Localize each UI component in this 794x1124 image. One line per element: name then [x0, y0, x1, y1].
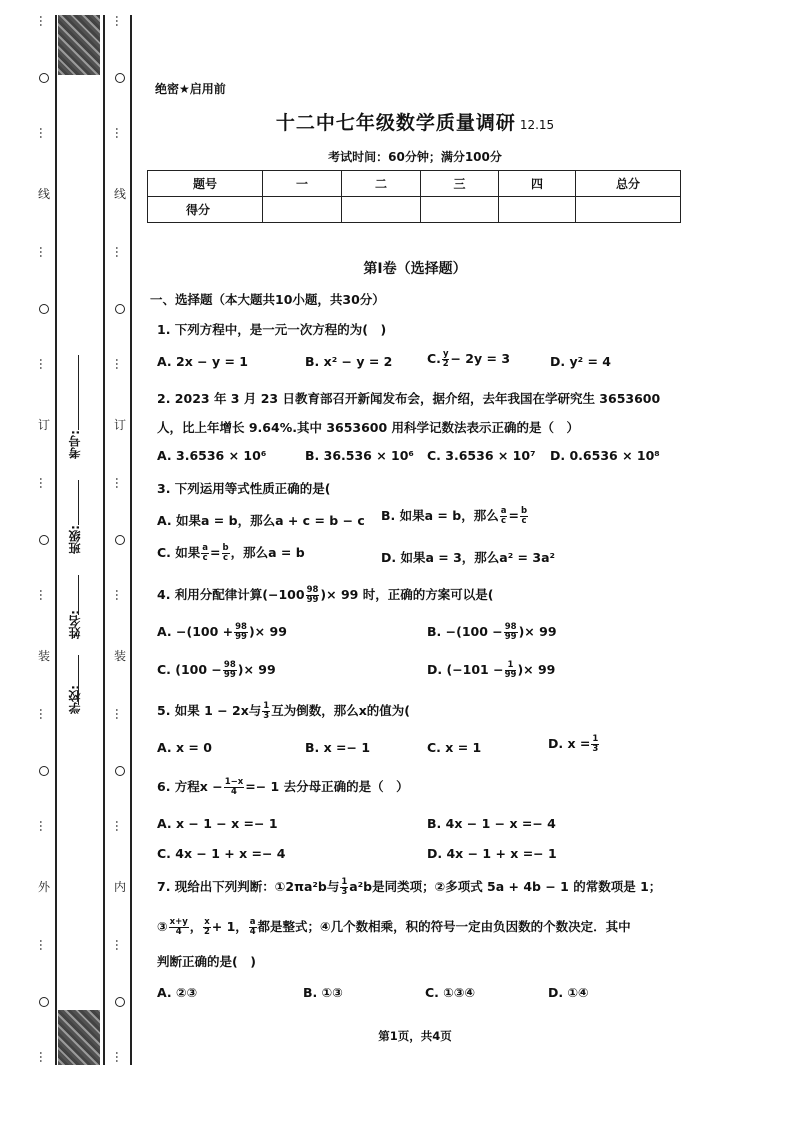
score-header-cell: 四	[499, 171, 576, 197]
seal-dots: …	[37, 127, 51, 141]
score-cell[interactable]	[263, 197, 342, 223]
q6-option-a[interactable]: A. x − 1 − x =− 1	[157, 816, 278, 831]
fraction-a-4	[249, 918, 257, 937]
option-text: − 2y = 3	[450, 350, 511, 366]
seal-circle	[39, 304, 49, 314]
fraction-a-c	[500, 507, 508, 526]
number-label: 考号:	[68, 430, 82, 459]
seal-dots: …	[113, 708, 127, 722]
denominator: 2	[204, 927, 210, 937]
fraction-98-99	[223, 661, 237, 680]
fraction-1mx-4	[224, 778, 245, 797]
scan-mark-top	[58, 15, 100, 75]
q1-option-d[interactable]: D. y² = 4	[550, 354, 611, 369]
fraction-xy-4	[169, 918, 189, 937]
q5-stem	[157, 701, 410, 721]
option-text: B. 如果a = b，那么	[381, 508, 499, 523]
numerator: 98	[306, 585, 319, 596]
denominator: 3	[263, 711, 270, 721]
outer-seal-line	[34, 15, 54, 1065]
seal-dots: …	[37, 589, 51, 603]
denominator: 4	[230, 787, 237, 797]
score-header-cell: 二	[342, 171, 421, 197]
score-cell[interactable]	[342, 197, 421, 223]
numerator: x	[204, 917, 210, 928]
numerator: a	[202, 543, 209, 554]
option-text: C. 如果	[157, 545, 201, 560]
denominator: 3	[341, 887, 348, 897]
q2-stem-line1: 2. 2023 年 3 月 23 日教育部召开新闻发布会，据介绍，去年我国在学研究生 3653600	[157, 391, 661, 406]
seal-char: 外	[37, 880, 50, 894]
denominator: 99	[504, 669, 517, 680]
scan-mark-bottom	[58, 1010, 100, 1065]
score-header-cell: 三	[421, 171, 499, 197]
q5-option-c[interactable]: C. x = 1	[427, 740, 482, 755]
fraction-1-99	[505, 661, 517, 680]
score-table	[147, 170, 681, 223]
q4-option-d[interactable]	[427, 661, 555, 680]
margin-rule-left	[55, 15, 57, 1065]
option-text: )× 99	[517, 661, 556, 677]
seal-dots: …	[113, 15, 127, 29]
q7-option-d[interactable]: D. ①④	[548, 985, 589, 1000]
stem-text: 7. 现给出下列判断：①2πa²b与	[157, 879, 340, 894]
denominator: c	[521, 516, 527, 526]
exam-title	[150, 108, 680, 135]
q3-option-d[interactable]: D. 如果a = 3，那么a² = 3a²	[381, 550, 555, 565]
option-text: C. (100 −	[157, 661, 222, 677]
q5-option-b[interactable]: B. x =− 1	[305, 740, 371, 755]
score-value-row	[148, 197, 681, 223]
name-label: 姓名:	[68, 610, 82, 639]
seal-circle	[39, 73, 49, 83]
seal-circle	[115, 304, 125, 314]
numerator: 98	[223, 660, 236, 670]
stem-text: 5. 如果 1 − 2x与	[157, 703, 262, 718]
numerator: b	[222, 543, 229, 554]
score-cell[interactable]	[499, 197, 576, 223]
class-label: 班级:	[68, 525, 82, 554]
seal-dots: …	[37, 820, 51, 834]
denominator: 99	[504, 631, 517, 642]
score-header-row	[148, 171, 681, 197]
seal-dots: …	[37, 1051, 51, 1065]
numerator: 1−x	[224, 777, 244, 788]
score-header-cell: 一	[263, 171, 342, 197]
option-text: D. (−101 −	[427, 661, 504, 677]
seal-dots: …	[113, 127, 127, 141]
numerator: x+y	[169, 917, 188, 928]
seal-circle	[39, 997, 49, 1007]
page-footer: 第1页，共4页	[378, 1029, 452, 1043]
confidential-mark: 绝密★启用前	[155, 82, 226, 96]
q4-option-b[interactable]	[427, 623, 557, 642]
seal-dots: …	[37, 246, 51, 260]
q2-option-c[interactable]: C. 3.6536 × 10⁷	[427, 448, 536, 463]
title-text: 十二中七年级数学质量调研	[275, 112, 516, 134]
score-cell[interactable]	[421, 197, 499, 223]
q4-stem	[157, 585, 493, 605]
denominator: 99	[235, 631, 247, 642]
seal-char: 线	[37, 187, 50, 201]
fraction-98-99	[234, 623, 248, 642]
q3-option-a[interactable]: A. 如果a = b，那么a + c = b − c	[157, 513, 365, 528]
seal-dots: …	[37, 477, 51, 491]
q7-stem-line3: 判断正确的是( )	[157, 954, 256, 969]
numerator: b	[520, 506, 528, 517]
q4-option-a[interactable]	[157, 623, 287, 642]
q1-option-c[interactable]	[427, 350, 510, 369]
stem-text: 互为倒数，那么x的值为(	[271, 703, 410, 718]
seal-dots: …	[113, 1051, 127, 1065]
stem-text: ③	[157, 919, 168, 934]
seal-dots: …	[113, 477, 127, 491]
exam-subtitle: 考试时间：60分钟；满分100分	[328, 150, 502, 164]
option-text: )× 99	[248, 623, 287, 639]
numerator: 1	[592, 734, 599, 744]
fraction-1-3	[340, 878, 348, 897]
q6-option-d[interactable]: D. 4x − 1 + x =− 1	[427, 846, 557, 861]
option-text: A. −(100 +	[157, 623, 234, 639]
name-blank[interactable]	[78, 575, 79, 615]
numerator: y	[442, 349, 449, 359]
seal-dots: …	[37, 708, 51, 722]
school-blank[interactable]	[78, 655, 79, 705]
fraction-98-99	[504, 623, 518, 642]
fraction-1-3	[591, 735, 599, 754]
option-text: D. x =	[548, 735, 591, 751]
q5-option-a[interactable]: A. x = 0	[157, 740, 212, 755]
score-header-cell: 题号	[148, 171, 263, 197]
seal-circle	[39, 766, 49, 776]
school-label: 学校:	[68, 685, 82, 714]
q3-option-c[interactable]: C. 如果 $\frac{a}{c}$ = $\frac{b}{c}$ ，那么a = b	[157, 543, 305, 563]
part-title: 一、选择题（本大题共10小题，共30分）	[150, 292, 385, 307]
q2-stem-line2: 人，比上年增长 9.64%.其中 3653600 用科学记数法表示正确的是（ ）	[157, 420, 580, 435]
q2-option-d[interactable]: D. 0.6536 × 10⁸	[550, 448, 660, 463]
seal-char: 装	[37, 649, 50, 663]
seal-dots: …	[113, 939, 127, 953]
denominator: 4	[175, 927, 182, 937]
fraction-98-99	[306, 586, 320, 605]
seal-dots: …	[37, 358, 51, 372]
volume-title: 第Ⅰ卷（选择题）	[363, 261, 467, 277]
seal-dots: …	[113, 589, 127, 603]
denominator: 99	[306, 595, 319, 605]
q1-option-b[interactable]: B. x² − y = 2	[305, 354, 393, 369]
q3-option-b[interactable]: B. 如果a = b，那么 $\frac{a}{c}$ = $\frac{b}{c}$	[381, 506, 528, 526]
seal-dots: …	[113, 358, 127, 372]
q7-stem-line2	[157, 917, 631, 937]
seal-char: 装	[113, 649, 126, 663]
score-row-label: 得分	[148, 197, 263, 223]
score-header-cell: 总分	[576, 171, 681, 197]
stem-text: 都是整式；④几个数相乘，积的符号一定由负因数的个数决定．其中	[257, 919, 631, 934]
stem-text: 6. 方程x −	[157, 779, 223, 794]
seal-circle	[115, 535, 125, 545]
numerator: 98	[504, 622, 517, 632]
q5-option-d[interactable]	[548, 735, 600, 754]
q6-stem	[157, 777, 409, 797]
stem-text: ，	[189, 919, 203, 934]
seal-dots: …	[37, 15, 51, 29]
seal-circle	[115, 997, 125, 1007]
q1-stem: 1. 下列方程中，是一元一次方程的为( )	[157, 322, 387, 337]
stem-text: )× 99 时，正确的方案可以是(	[320, 587, 494, 602]
numerator: 1	[263, 701, 270, 712]
fraction-b-c	[222, 544, 230, 563]
q2-option-a[interactable]: A. 3.6536 × 10⁶	[157, 448, 267, 463]
stem-text: =− 1 去分母正确的是（ ）	[245, 779, 409, 794]
q7-option-c[interactable]: C. ①③④	[425, 985, 476, 1000]
q1-option-a[interactable]: A. 2x − y = 1	[157, 354, 248, 369]
q7-option-b[interactable]: B. ①③	[303, 985, 343, 1000]
option-prefix: C.	[427, 350, 441, 366]
option-text: ，那么a = b	[230, 545, 305, 560]
class-blank[interactable]	[78, 480, 79, 525]
denominator: 99	[223, 669, 236, 680]
margin-rule-outer	[130, 15, 132, 1065]
numerator: 1	[341, 877, 348, 888]
seal-dots: …	[113, 820, 127, 834]
score-cell[interactable]	[576, 197, 681, 223]
fraction-y-2	[442, 350, 450, 369]
q7-stem-line1	[157, 877, 661, 897]
seal-dots: …	[37, 939, 51, 953]
denominator: c	[223, 553, 229, 563]
q4-option-c[interactable]	[157, 661, 276, 680]
seal-circle	[115, 73, 125, 83]
option-text: B. −(100 −	[427, 623, 503, 639]
numerator: a	[249, 917, 256, 928]
fraction-a-c	[201, 544, 209, 563]
number-blank[interactable]	[78, 355, 79, 430]
q6-option-c[interactable]: C. 4x − 1 + x =− 4	[157, 846, 286, 861]
numerator: 98	[235, 622, 247, 632]
stem-text: a²b是同类项；②多项式 5a + 4b − 1 的常数项是 1；	[349, 879, 662, 894]
denominator: 4	[249, 927, 256, 937]
denominator: 3	[592, 743, 599, 754]
fraction-b-c	[520, 507, 528, 526]
seal-dots: …	[113, 246, 127, 260]
title-date: 12.15	[519, 118, 555, 132]
seal-circle	[115, 766, 125, 776]
inner-seal-line	[110, 15, 130, 1065]
option-text: )× 99	[237, 661, 276, 677]
margin-rule-right	[103, 15, 105, 1065]
seal-char: 订	[37, 418, 50, 432]
q7-option-a[interactable]: A. ②③	[157, 985, 198, 1000]
q2-option-b[interactable]: B. 36.536 × 10⁶	[305, 448, 414, 463]
stem-text: 4. 利用分配律计算(−100	[157, 587, 305, 602]
q6-option-b[interactable]: B. 4x − 1 − x =− 4	[427, 816, 556, 831]
numerator: a	[500, 506, 507, 517]
seal-circle	[39, 535, 49, 545]
q3-stem: 3. 下列运用等式性质正确的是(	[157, 481, 331, 496]
denominator: 2	[442, 358, 449, 369]
denominator: c	[202, 553, 208, 563]
seal-char: 内	[113, 880, 126, 894]
numerator: 1	[505, 661, 517, 671]
option-text: )× 99	[518, 623, 557, 639]
stem-text: + 1，	[211, 919, 248, 934]
fraction-x-2	[203, 918, 210, 937]
fraction-1-3	[262, 702, 270, 721]
denominator: c	[501, 516, 507, 526]
seal-char: 订	[113, 418, 126, 432]
seal-char: 线	[113, 187, 126, 201]
